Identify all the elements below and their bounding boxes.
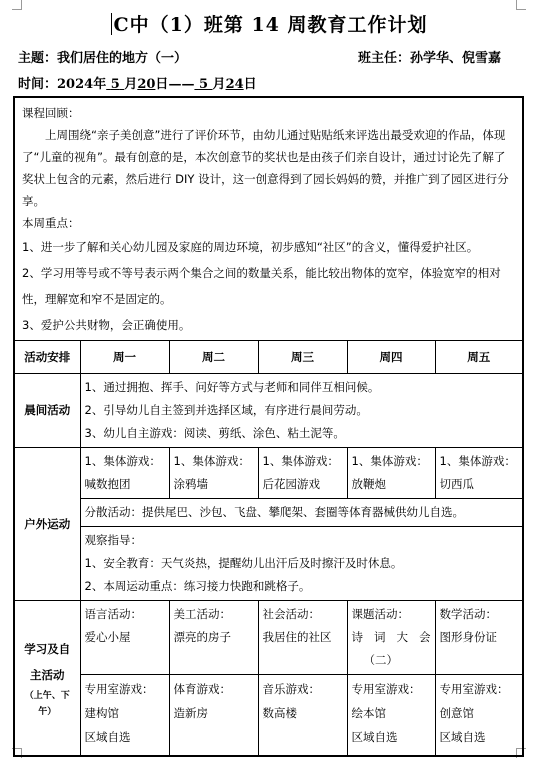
lesson-wed: 社会活动： 我居住的社区	[258, 601, 347, 675]
focus-item-3: 3、爱护公共财物，会正确使用。	[22, 318, 191, 332]
header-fri: 周五	[435, 341, 523, 374]
header-thu: 周四	[347, 341, 435, 374]
morning-line-2: 2、引导幼儿自主签到并选择区域，有序进行晨间劳动。	[84, 403, 368, 417]
outdoor-games-row	[14, 448, 523, 499]
study-games-row	[14, 675, 523, 757]
outdoor-game-wed: 1、集体游戏： 后花园游戏	[258, 448, 347, 499]
date-dash: ——	[168, 77, 195, 92]
time-line	[18, 73, 257, 92]
observe-heading: 观察指导：	[84, 533, 142, 547]
morning-row	[14, 374, 523, 448]
month-char-1: 月	[124, 77, 138, 92]
start-month: 5	[110, 77, 120, 92]
focus-item-2: 2、学习用等号或不等号表示两个集合之间的数量关系，能比较出物体的宽窄，体验宽窄的相对性，理解宽和窄不是固定的。	[22, 266, 501, 306]
teacher-line	[358, 47, 501, 66]
outdoor-label: 户外运动	[14, 448, 80, 601]
teacher-names: 孙学华、倪雪嘉	[410, 51, 502, 66]
morning-line-1: 1、通过拥抱、挥手、问好等方式与老师和同伴互相问候。	[84, 380, 380, 394]
lesson-tue: 美工活动： 漂亮的房子	[169, 601, 258, 675]
morning-line-3: 3、幼儿自主游戏：阅读、剪纸、涂色、粘土泥等。	[84, 426, 345, 440]
game-wed: 音乐游戏： 数高楼	[258, 675, 347, 757]
theme-line	[18, 47, 187, 66]
header-activity: 活动安排	[14, 341, 80, 374]
header-mon: 周一	[80, 341, 169, 374]
review-row	[14, 97, 523, 341]
title-prefix: C	[113, 14, 130, 36]
observe-line-1: 1、安全教育：天气炎热，提醒幼儿出汗后及时擦汗及时休息。	[84, 556, 403, 570]
review-cell	[14, 97, 523, 341]
page-title	[0, 10, 539, 37]
time-label: 时间：	[18, 77, 58, 92]
day-char-2: 日	[243, 77, 257, 92]
morning-label: 晨间活动	[14, 374, 80, 448]
time-year: 2024年	[57, 77, 107, 92]
review-heading: 课程回顾：	[22, 106, 80, 120]
title-text: 中（1）班第 14 周教育工作计划	[129, 14, 428, 36]
lesson-mon: 语言活动： 爱心小屋	[80, 601, 169, 675]
theme-value: 我们居住的地方（一）	[57, 51, 188, 66]
end-month: 5	[198, 77, 209, 92]
study-lessons-row	[14, 601, 523, 675]
game-thu: 专用室游戏： 绘本馆 区域自选	[347, 675, 435, 757]
focus-item-1: 1、进一步了解和关心幼儿园及家庭的周边环境，初步感知“社区”的含义，懂得爱护社区。	[22, 240, 479, 254]
month-char-2: 月	[212, 77, 226, 92]
lesson-thu: 课题活动： 诗词大会 （二）	[347, 601, 435, 675]
schedule-header-row	[14, 341, 523, 374]
game-mon: 专用室游戏： 建构馆 区域自选	[80, 675, 169, 757]
review-paragraph: 上周围绕“亲子美创意”进行了评价环节，由幼儿通过贴贴纸来评选出最受欢迎的作品，体现了“儿童的视角”。最有创意的是，本次创意节的奖状也是由孩子们亲自设计，通过讨论先了解了奖状上包含的元素，然后进行 DIY 设计，这一创意得到了园长妈妈的赞，并推广到了园区进行分享。	[22, 128, 509, 208]
outdoor-game-tue: 1、集体游戏： 涂鸦墙	[169, 448, 258, 499]
day-char-1: 日	[155, 77, 169, 92]
lesson-fri: 数学活动： 图形身份证	[435, 601, 523, 675]
game-tue: 体育游戏： 造新房	[169, 675, 258, 757]
outdoor-game-thu: 1、集体游戏： 放鞭炮	[347, 448, 435, 499]
morning-content	[80, 374, 523, 448]
outdoor-scatter: 分散活动：提供尾巴、沙包、飞盘、攀爬架、套圈等体育器械供幼儿自选。	[80, 499, 523, 527]
start-day: 20	[137, 77, 156, 92]
study-label: 学习及自 主活动 （上午、下 午）	[14, 601, 80, 757]
teacher-label: 班主任：	[358, 51, 411, 66]
focus-heading: 本周重点：	[22, 216, 80, 230]
header-tue: 周二	[169, 341, 258, 374]
outdoor-observe-row	[14, 527, 523, 601]
header-wed: 周三	[258, 341, 347, 374]
crop-mark-top-left	[12, 0, 22, 10]
outdoor-game-fri: 1、集体游戏： 切西瓜	[435, 448, 523, 499]
observe-line-2: 2、本周运动重点：练习接力快跑和跳格子。	[84, 579, 311, 593]
outdoor-scatter-row	[14, 499, 523, 527]
crop-mark-top-right	[516, 0, 526, 10]
game-fri: 专用室游戏： 创意馆 区域自选	[435, 675, 523, 757]
end-day: 24	[225, 77, 244, 92]
plan-table	[13, 96, 524, 757]
outdoor-observe	[80, 527, 523, 601]
theme-label: 主题：	[18, 51, 58, 66]
outdoor-game-mon: 1、集体游戏： 喊数抱团	[80, 448, 169, 499]
